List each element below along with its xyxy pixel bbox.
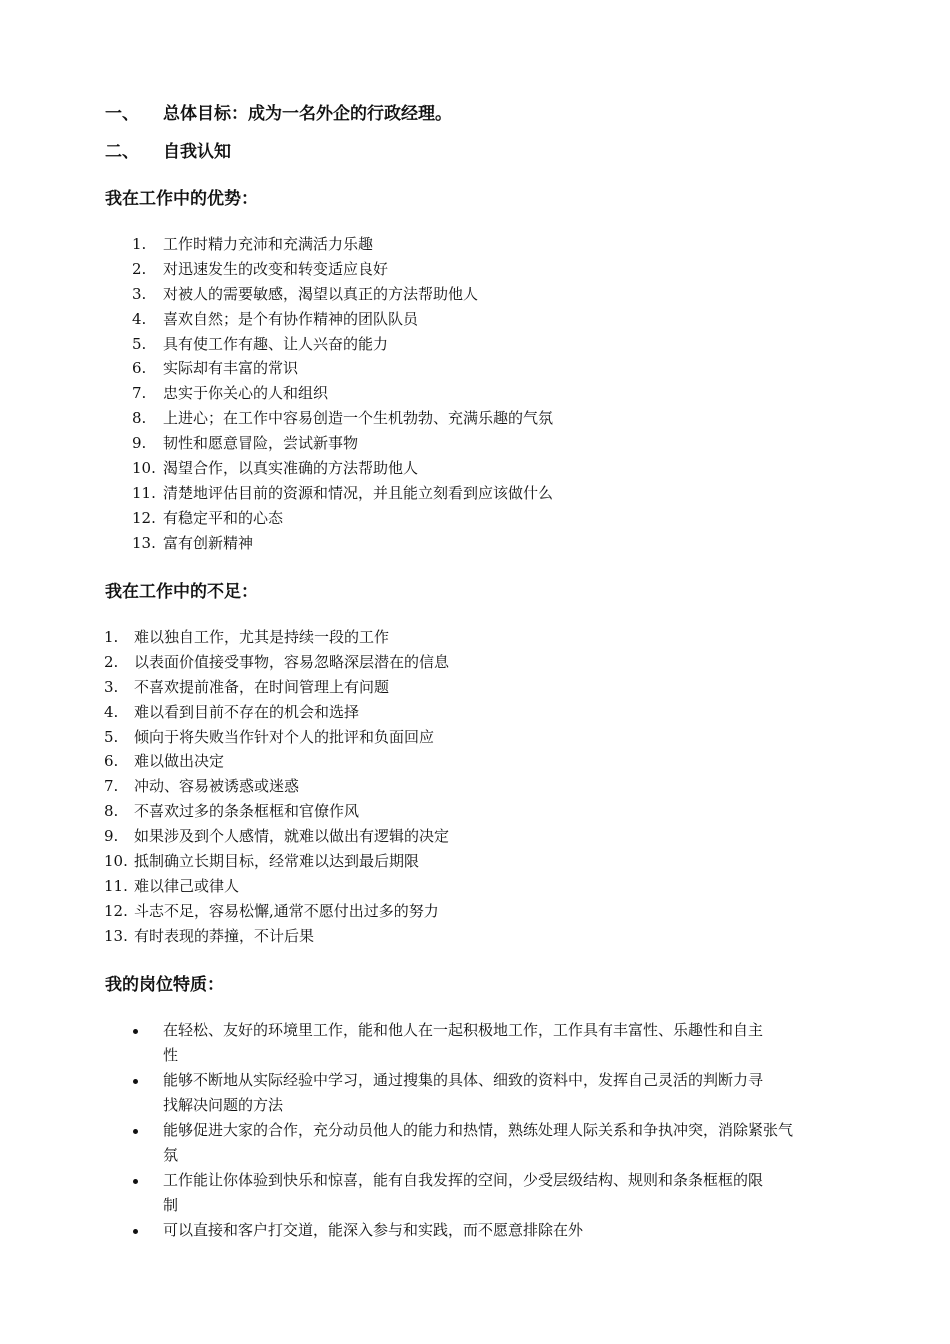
item-text: 难以律己或律人 (134, 876, 240, 895)
item-number: 7. (104, 777, 119, 796)
traits-list (130, 1018, 890, 1243)
item-number: 3. (132, 284, 147, 303)
item-number: 5. (104, 727, 119, 746)
item-number: 1. (104, 628, 119, 646)
trait-line-1: 能够促进大家的合作，充分动员他人的能力和热情，熟练处理人际关系和争执冲突，消除紧张气 (163, 1121, 794, 1139)
item-text: 难以看到目前不存在的机会和选择 (134, 702, 360, 721)
item-text: 工作时精力充沛和充满活力乐趣 (163, 235, 374, 253)
item-text: 对被人的需要敏感，渴望以真正的方法帮助他人 (163, 284, 479, 303)
item-text: 有时表现的莽撞，不计后果 (134, 926, 315, 945)
trait-item (130, 1218, 890, 1243)
item-number: 4. (104, 702, 119, 721)
goal-heading (105, 103, 452, 125)
item-number: 4. (132, 309, 147, 328)
item-number: 12. (104, 901, 128, 920)
trait-item (130, 1018, 890, 1068)
bullet-icon (133, 1129, 138, 1134)
item-number: 9. (132, 434, 147, 453)
trait-item (130, 1118, 890, 1168)
trait-line-1: 工作能让你体验到快乐和惊喜，能有自我发挥的空间，少受层级结构、规则和条条框框的限 (163, 1171, 764, 1189)
item-number: 10. (132, 459, 156, 478)
item-number: 2. (104, 652, 119, 671)
item-number: 6. (132, 359, 147, 378)
item-text: 如果涉及到个人感情，就难以做出有逻辑的决定 (134, 827, 450, 846)
item-number: 13. (104, 926, 128, 945)
trait-line-2: 制 (163, 1196, 179, 1214)
item-text: 倾向于将失败当作针对个人的批评和负面回应 (134, 727, 435, 746)
item-number: 8. (104, 802, 119, 821)
item-number: 12. (132, 508, 156, 527)
item-text: 斗志不足，容易松懈,通常不愿付出过多的努力 (134, 901, 439, 920)
item-text: 喜欢自然；是个有协作精神的团队队员 (163, 309, 419, 328)
item-text: 对迅速发生的改变和转变适应良好 (163, 259, 389, 278)
bullet-icon (133, 1229, 138, 1234)
item-number: 5. (132, 334, 147, 353)
item-number: 6. (104, 752, 119, 771)
item-text: 有稳定平和的心态 (163, 508, 284, 527)
item-number: 3. (104, 677, 119, 696)
item-number: 1. (132, 235, 147, 253)
item-text: 韧性和愿意冒险，尝试新事物 (163, 434, 359, 453)
trait-item (130, 1068, 890, 1118)
trait-line-2: 氛 (163, 1146, 179, 1164)
item-number: 2. (132, 259, 147, 278)
bullet-icon (133, 1029, 138, 1034)
item-number: 11. (104, 876, 128, 895)
item-text: 具有使工作有趣、让人兴奋的能力 (163, 334, 389, 353)
trait-line-2: 性 (163, 1046, 179, 1064)
item-text: 不喜欢过多的条条框框和官僚作风 (134, 802, 360, 821)
bullet-icon (133, 1179, 138, 1184)
item-text: 实际却有丰富的常识 (163, 359, 299, 378)
item-text: 以表面价值接受事物，容易忽略深层潜在的信息 (134, 652, 450, 671)
item-text: 富有创新精神 (163, 533, 254, 552)
strengths-title: 我在工作中的优势： (105, 189, 258, 209)
item-number: 9. (104, 827, 119, 846)
item-text: 上进心；在工作中容易创造一个生机勃勃、充满乐趣的气氛 (163, 409, 554, 428)
goal-number: 一、 (105, 104, 139, 124)
bullet-icon (133, 1079, 138, 1084)
traits-title: 我的岗位特质： (105, 975, 224, 995)
item-text: 抵制确立长期目标，经常难以达到最后期限 (134, 852, 420, 871)
trait-line-1: 能够不断地从实际经验中学习，通过搜集的具体、细致的资料中，发挥自己灵活的判断力寻 (163, 1071, 764, 1089)
item-text: 忠实于你关心的人和组织 (163, 384, 329, 403)
item-number: 11. (132, 483, 156, 502)
self-awareness-text: 自我认知 (163, 142, 231, 162)
self-awareness-number: 二、 (105, 142, 139, 162)
trait-line-2: 找解决问题的方法 (163, 1096, 284, 1114)
goal-text: 总体目标：成为一名外企的行政经理。 (163, 104, 452, 124)
weaknesses-title: 我在工作中的不足： (105, 582, 258, 602)
item-number: 13. (132, 533, 156, 552)
self-awareness-heading (105, 141, 231, 163)
trait-line-1: 在轻松、友好的环境里工作，能和他人在一起积极地工作，工作具有丰富性、乐趣性和自主 (163, 1021, 764, 1039)
item-text: 清楚地评估目前的资源和情况，并且能立刻看到应该做什么 (163, 483, 554, 502)
trait-item (130, 1168, 890, 1218)
item-number: 10. (104, 852, 128, 871)
trait-line-1: 可以直接和客户打交道，能深入参与和实践，而不愿意排除在外 (163, 1221, 584, 1239)
item-text: 不喜欢提前准备，在时间管理上有问题 (134, 677, 390, 696)
item-text: 冲动、容易被诱惑或迷惑 (134, 777, 300, 796)
item-number: 8. (132, 409, 147, 428)
item-number: 7. (132, 384, 147, 403)
item-text: 渴望合作，以真实准确的方法帮助他人 (163, 459, 419, 478)
item-text: 难以独自工作，尤其是持续一段的工作 (134, 628, 390, 646)
item-text: 难以做出决定 (134, 752, 225, 771)
